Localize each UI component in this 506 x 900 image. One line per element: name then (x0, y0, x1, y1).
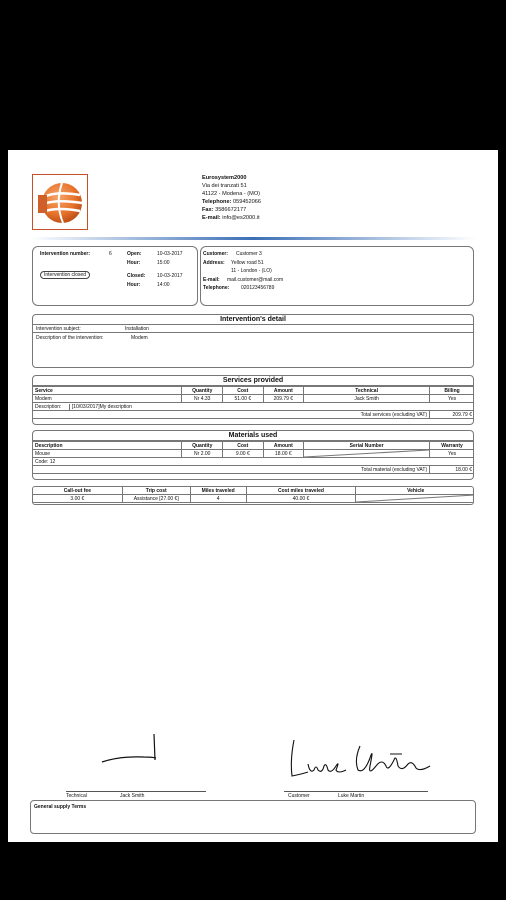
vehicle-empty-slash (356, 495, 474, 502)
subject-value: Installation (125, 326, 149, 332)
intervention-number: 6 (109, 251, 112, 257)
company-telephone: Telephone: 059452066 (202, 199, 261, 205)
services-header: Amount (263, 387, 304, 395)
description-label: Description of the intervention: (36, 335, 104, 341)
materials-box (32, 430, 474, 480)
vehicle (356, 495, 474, 503)
miles-traveled: 4 (190, 495, 246, 503)
open-hour: 15:00 (157, 260, 170, 266)
materials-header: Serial Number (304, 442, 430, 450)
document-page (8, 150, 498, 842)
service-name: Modem (33, 395, 182, 403)
service-amount: 209.79 € (263, 395, 304, 403)
service-description-text: My description (99, 403, 132, 410)
customer-email: mail.customer@mail.com (227, 277, 284, 283)
customer-email-label: E-mail: (203, 277, 220, 283)
fees-header: Miles traveled (190, 487, 246, 495)
closed-hour: 14:00 (157, 282, 170, 288)
company-logo (32, 174, 88, 230)
materials-header-row (33, 442, 475, 450)
services-total-row (33, 411, 475, 419)
material-amount: 18.00 € (263, 450, 304, 458)
company-name: Eurosystem2000 (202, 175, 247, 181)
materials-table (32, 441, 474, 474)
service-billing: Yes (430, 395, 474, 403)
services-total: 209.79 € (430, 411, 474, 419)
fees-box (32, 486, 474, 505)
technical-name: Jack Smith (120, 793, 145, 799)
address-label: Address: (203, 260, 225, 266)
service-description-label: Description: (35, 403, 62, 410)
materials-header: Description (33, 442, 182, 450)
services-total-label: Total services (excluding VAT) (33, 411, 430, 419)
material-warranty: Yes (430, 450, 474, 458)
services-box (32, 375, 474, 425)
service-description-date: [10/03/2017] (69, 404, 100, 410)
table-row (33, 450, 475, 458)
service-description-row (33, 403, 475, 411)
company-email: E-mail: info@es2000.it (202, 215, 260, 221)
closed-date-label: Closed: (127, 273, 146, 279)
services-table (32, 386, 474, 419)
company-logo-icon (35, 177, 85, 227)
customer-sign-name: Luke Martin (338, 793, 365, 799)
service-quantity: Nr 4.33 (182, 395, 223, 403)
customer-telephone: 020123456789 (241, 285, 275, 291)
material-serial-number (304, 450, 430, 458)
subject-row (33, 325, 473, 333)
open-label: Open: (127, 251, 142, 257)
intervention-detail-box (32, 314, 474, 368)
material-code-label: Code: (35, 458, 49, 465)
materials-header: Warranty (430, 442, 474, 450)
cost-miles-traveled: 40.00 € (246, 495, 356, 503)
customer-box (200, 246, 474, 306)
subject-label: Intervention subject: (36, 326, 81, 332)
customer-signature (284, 736, 434, 782)
material-quantity: Nr 2.00 (182, 450, 223, 458)
materials-header: Cost (223, 442, 264, 450)
closed-hour-label: Hour: (127, 282, 141, 288)
serial-empty-slash (304, 450, 429, 457)
intervention-box (32, 246, 198, 306)
fees-header: Cost miles traveled (246, 487, 356, 495)
customer-label: Customer: (203, 251, 229, 257)
service-technical: Jack Smith (304, 395, 430, 403)
materials-total-label: Total material (excluding VAT) (33, 466, 430, 474)
company-fax: Fax: 3586672177 (202, 207, 247, 213)
materials-header: Amount (263, 442, 304, 450)
customer-name: Customer 3 (236, 251, 262, 257)
services-header: Service (33, 387, 182, 395)
open-hour-label: Hour: (127, 260, 141, 266)
service-cost: 51.00 € (223, 395, 264, 403)
materials-header: Quantity (182, 442, 223, 450)
material-description: Mouse (33, 450, 182, 458)
table-row (33, 395, 475, 403)
services-header-row (33, 387, 475, 395)
description-value: Modem (131, 335, 148, 341)
general-terms-box (30, 800, 476, 834)
company-info (202, 174, 261, 222)
services-header: Billing (430, 387, 474, 395)
customer-city: 11 - London - (LO) (231, 268, 272, 274)
general-terms-label: General supply Terms (34, 804, 87, 810)
technical-label: Technical (66, 793, 87, 799)
trip-cost: Assistance [27.00 €] (122, 495, 190, 503)
customer-sign-label: Customer (288, 793, 310, 799)
customer-address: Yellow road 51 (231, 260, 264, 266)
materials-title: Materials used (33, 431, 473, 441)
intervention-detail-title: Intervention's detail (33, 315, 473, 325)
intervention-number-label: Intervention number: (40, 251, 91, 257)
fees-header: Call-out fee (33, 487, 123, 495)
customer-signature-line (284, 791, 428, 792)
company-street: Via dei tranzati 51 (202, 183, 247, 189)
material-code-row (33, 458, 475, 466)
material-cost: 9.00 € (223, 450, 264, 458)
table-row (33, 495, 475, 503)
material-code: 12 (49, 458, 56, 465)
services-header: Technical (304, 387, 430, 395)
services-title: Services provided (33, 376, 473, 386)
open-date: 10-03-2017 (157, 251, 183, 257)
materials-total-row (33, 466, 475, 474)
closed-date: 10-03-2017 (157, 273, 183, 279)
intervention-closed-badge: Intervention closed (40, 271, 90, 279)
call-out-fee: 3.00 € (33, 495, 123, 503)
technical-signature-line (66, 791, 206, 792)
header-rule (30, 237, 476, 240)
customer-telephone-label: Telephone: (203, 285, 230, 291)
company-city: 41122 - Modena - (MO) (202, 191, 261, 197)
materials-total: 18.00 € (430, 466, 474, 474)
fees-header-row (33, 487, 475, 495)
fees-header: Trip cost (122, 487, 190, 495)
fees-table (32, 486, 474, 503)
services-header: Cost (223, 387, 264, 395)
fees-header: Vehicle (356, 487, 474, 495)
technical-signature (100, 732, 170, 770)
services-header: Quantity (182, 387, 223, 395)
